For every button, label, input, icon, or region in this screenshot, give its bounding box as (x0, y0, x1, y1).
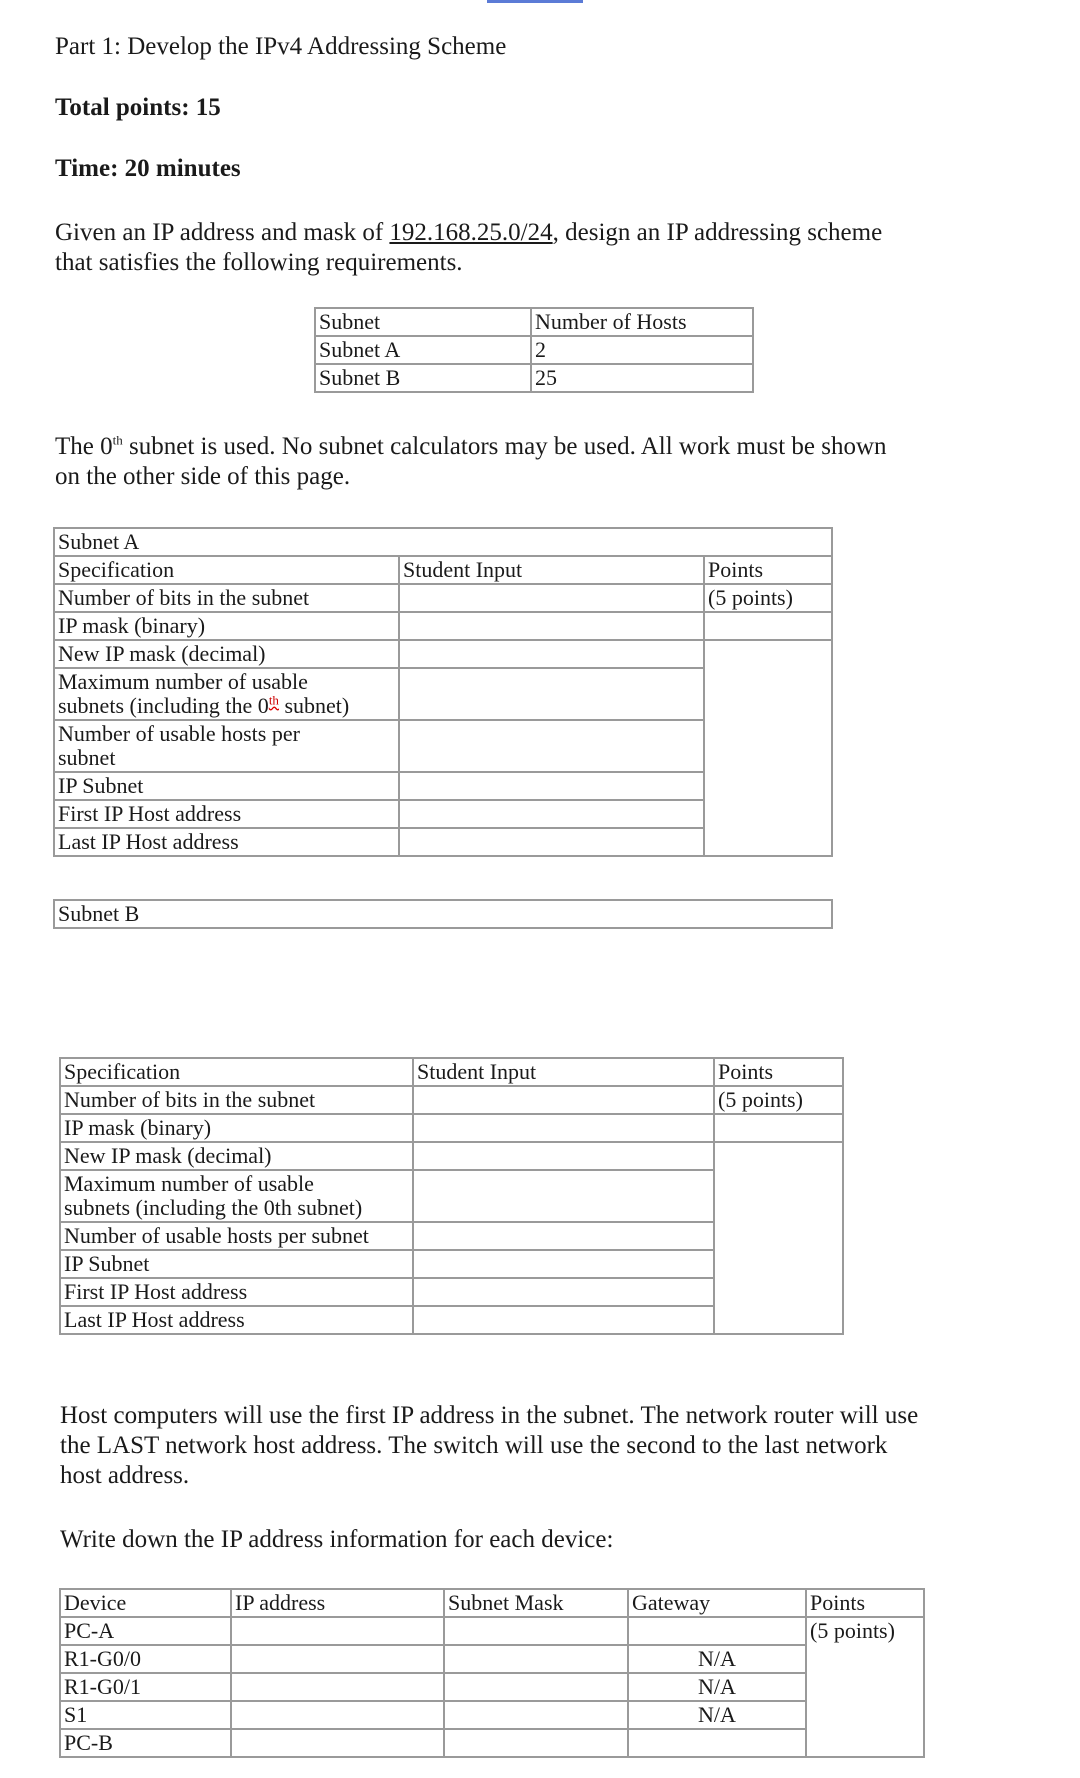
points-blank (714, 1114, 843, 1142)
spec-mask-decimal: New IP mask (decimal) (60, 1142, 413, 1170)
subnet-b-title-box (53, 899, 833, 929)
input-ip[interactable] (231, 1729, 444, 1757)
intro-paragraph: Given an IP address and mask of 192.168.25.0/24, design an IP addressing scheme that satisfies the following requirements. (55, 219, 883, 276)
req-subnet-a: Subnet A (315, 336, 531, 364)
spec-last-host: Last IP Host address (54, 828, 399, 856)
device-pc-a: PC-A (60, 1617, 231, 1645)
subnet-a-table (53, 527, 833, 857)
gateway-na: N/A (628, 1701, 806, 1729)
subnet-a-col-spec: Specification (54, 556, 399, 584)
points-blank (704, 612, 832, 640)
spec-ip-subnet: IP Subnet (60, 1250, 413, 1278)
subnet-b-table (59, 1057, 844, 1335)
input-ip-subnet[interactable] (399, 772, 704, 800)
subnet-a-col-input: Student Input (399, 556, 704, 584)
subnet-b-col-input: Student Input (413, 1058, 714, 1086)
spec-ip-subnet: IP Subnet (54, 772, 399, 800)
input-mask-decimal[interactable] (413, 1142, 714, 1170)
spec-first-host: First IP Host address (54, 800, 399, 828)
spec-first-host: First IP Host address (60, 1278, 413, 1306)
subnet-b-col-points: Points (714, 1058, 843, 1086)
subnet-b-points-value: (5 points) (714, 1086, 843, 1114)
input-mask[interactable] (444, 1673, 628, 1701)
subnet-a-title: Subnet A (54, 528, 832, 556)
top-edge-bar (487, 0, 583, 3)
gateway-na: N/A (628, 1645, 806, 1673)
header-device: Device (60, 1589, 231, 1617)
points-merged-cell (714, 1142, 843, 1334)
zeroth-subnet-note: The 0th subnet is used. No subnet calculators may be used. All work must be shown on the other side of this page. (55, 432, 887, 490)
input-last-host[interactable] (399, 828, 704, 856)
input-max-subnets[interactable] (399, 668, 704, 720)
header-gateway: Gateway (628, 1589, 806, 1617)
input-ip[interactable] (231, 1645, 444, 1673)
input-bits[interactable] (399, 584, 704, 612)
device-pc-b: PC-B (60, 1729, 231, 1757)
requirements-table (314, 307, 754, 393)
input-mask-binary[interactable] (413, 1114, 714, 1142)
input-mask-binary[interactable] (399, 612, 704, 640)
input-mask[interactable] (444, 1729, 628, 1757)
subnet-b-title: Subnet B (54, 900, 832, 928)
ip-address-prefix: 192.168.25.0/24 (389, 219, 553, 246)
input-hosts-per-subnet[interactable] (413, 1222, 714, 1250)
input-mask-decimal[interactable] (399, 640, 704, 668)
input-bits[interactable] (413, 1086, 714, 1114)
input-mask[interactable] (444, 1701, 628, 1729)
input-max-subnets[interactable] (413, 1170, 714, 1222)
spec-hosts-per-subnet: Number of usable hosts per subnet (54, 720, 399, 772)
header-ip-address: IP address (231, 1589, 444, 1617)
input-gateway[interactable] (628, 1729, 806, 1757)
host-assignment-note: Host computers will use the first IP address in the subnet. The network router will use the LAST network host address. The switch will use the second to the last network host address. (60, 1402, 919, 1489)
input-first-host[interactable] (413, 1278, 714, 1306)
spec-max-subnets: Maximum number of usable subnets (including the 0th subnet) (60, 1170, 413, 1222)
device-r1-g0-0: R1-G0/0 (60, 1645, 231, 1673)
spec-bits: Number of bits in the subnet (60, 1086, 413, 1114)
req-hosts-a: 2 (531, 336, 753, 364)
time-limit: Time: 20 minutes (55, 155, 241, 182)
spec-last-host: Last IP Host address (60, 1306, 413, 1334)
input-last-host[interactable] (413, 1306, 714, 1334)
req-hosts-b: 25 (531, 364, 753, 392)
spec-mask-binary: IP mask (binary) (54, 612, 399, 640)
spec-max-subnets: Maximum number of usable subnets (including the 0th subnet) (54, 668, 399, 720)
write-down-instruction: Write down the IP address information for each device: (60, 1526, 614, 1553)
input-ip[interactable] (231, 1617, 444, 1645)
device-r1-g0-1: R1-G0/1 (60, 1673, 231, 1701)
total-points: Total points: 15 (55, 94, 221, 121)
spec-mask-decimal: New IP mask (decimal) (54, 640, 399, 668)
input-mask[interactable] (444, 1645, 628, 1673)
gateway-na: N/A (628, 1673, 806, 1701)
header-hosts: Number of Hosts (531, 308, 753, 336)
header-points: Points (806, 1589, 924, 1617)
input-ip[interactable] (231, 1673, 444, 1701)
device-s1: S1 (60, 1701, 231, 1729)
device-points-value: (5 points) (806, 1617, 924, 1757)
input-hosts-per-subnet[interactable] (399, 720, 704, 772)
points-merged-cell (704, 640, 832, 856)
subnet-b-col-spec: Specification (60, 1058, 413, 1086)
page-heading: Part 1: Develop the IPv4 Addressing Scheme (55, 33, 507, 60)
input-first-host[interactable] (399, 800, 704, 828)
header-subnet: Subnet (315, 308, 531, 336)
header-subnet-mask: Subnet Mask (444, 1589, 628, 1617)
subnet-a-col-points: Points (704, 556, 832, 584)
input-ip-subnet[interactable] (413, 1250, 714, 1278)
spec-mask-binary: IP mask (binary) (60, 1114, 413, 1142)
input-gateway[interactable] (628, 1617, 806, 1645)
input-ip[interactable] (231, 1701, 444, 1729)
subnet-a-points-value: (5 points) (704, 584, 832, 612)
device-table (59, 1588, 925, 1758)
input-mask[interactable] (444, 1617, 628, 1645)
req-subnet-b: Subnet B (315, 364, 531, 392)
spec-hosts-per-subnet: Number of usable hosts per subnet (60, 1222, 413, 1250)
spec-bits: Number of bits in the subnet (54, 584, 399, 612)
